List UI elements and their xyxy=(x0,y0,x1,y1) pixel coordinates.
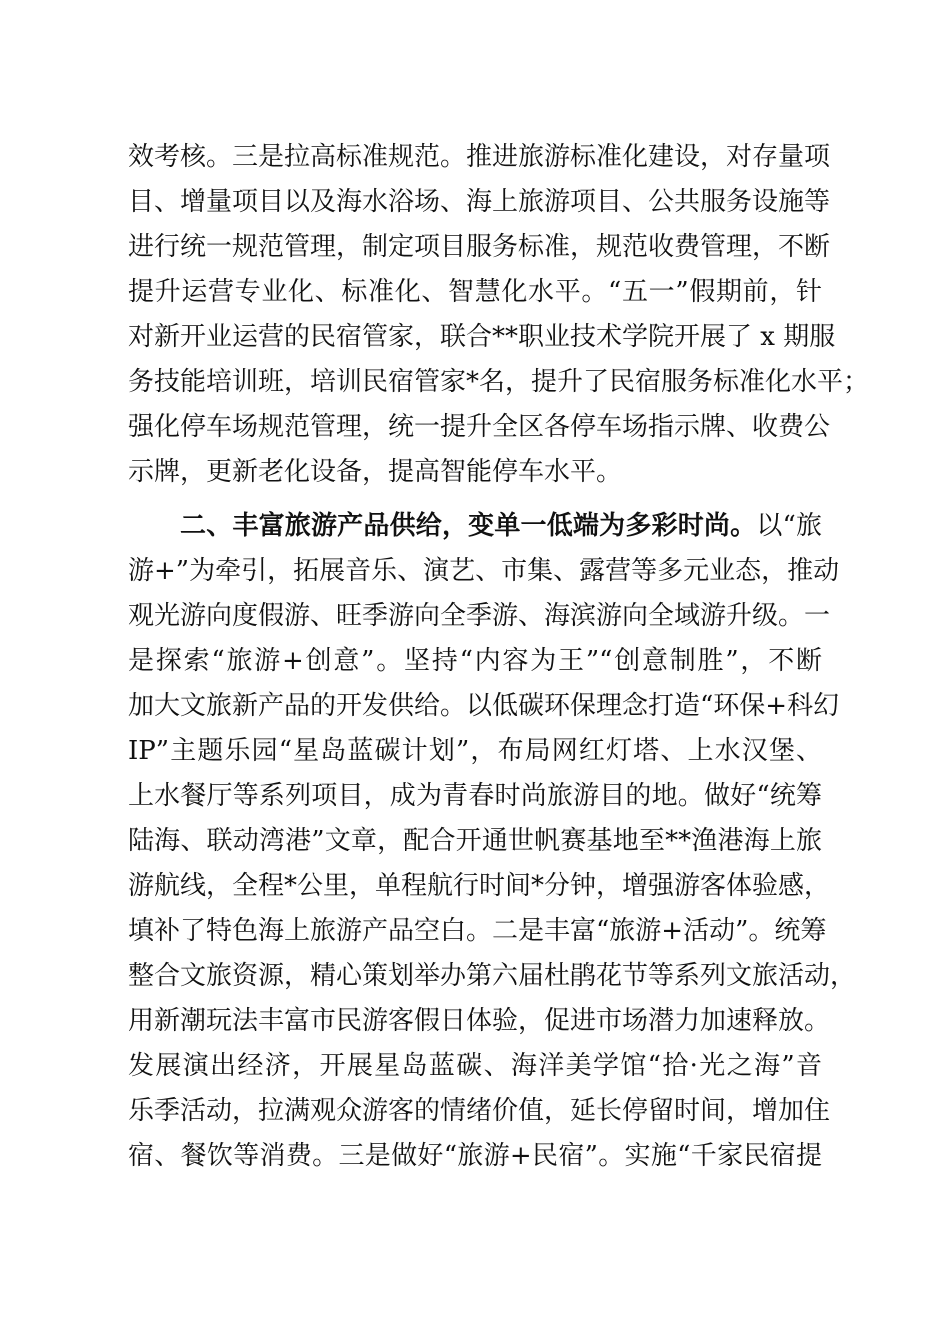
text-line: 宿、餐饮等消费。三是做好“旅游+民宿”。实施“千家民宿提 xyxy=(128,1141,822,1171)
text-line: 用新潮玩法丰富市民游客假日体验，促进市场潜力加速释放。 xyxy=(128,1006,831,1036)
text-line: 陆海、联动湾港”文章，配合开通世帆赛基地至**渔港海上旅 xyxy=(128,826,822,856)
text-line: 提升运营专业化、标准化、智慧化水平。“五一”假期前，针 xyxy=(128,277,822,307)
text-line: 加大文旅新产品的开发供给。以低碳环保理念打造“环保+科幻 xyxy=(128,691,840,721)
paragraph-standards xyxy=(128,135,870,495)
text-line: 对新开业运营的民宿管家，联合**职业技术学院开展了 x 期服 xyxy=(128,322,836,352)
text-line: 游+”为牵引，拓展音乐、演艺、市集、露营等多元业态，推动 xyxy=(128,556,840,586)
section-heading: 二、丰富旅游产品供给，变单一低端为多彩时尚。 xyxy=(180,511,757,541)
text-line: 是探索“旅游+创意”。坚持“内容为王”“创意制胜”，不断 xyxy=(128,646,822,676)
text-line: 游航线，全程*公里，单程航行时间*分钟，增强游客体验感， xyxy=(128,871,831,901)
text-line: 进行统一规范管理，制定项目服务标准，规范收费管理，不断 xyxy=(128,232,831,262)
text-line: 目、增量项目以及海水浴场、海上旅游项目、公共服务设施等 xyxy=(128,187,831,217)
text-line: 发展演出经济，开展星岛蓝碳、海洋美学馆“拾·光之海”音 xyxy=(128,1051,822,1081)
text-line: 上水餐厅等系列项目，成为青春时尚旅游目的地。做好“统筹 xyxy=(128,781,822,811)
paragraph-tourism-products xyxy=(128,504,857,1179)
text-line: 效考核。三是拉高标准规范。推进旅游标准化建设，对存量项 xyxy=(128,142,831,172)
heading-line-rest: 以“旅 xyxy=(756,511,822,541)
text-line: 乐季活动，拉满观众游客的情绪价值，延长停留时间，增加住 xyxy=(128,1096,831,1126)
text-line: 观光游向度假游、旺季游向全季游、海滨游向全域游升级。一 xyxy=(128,601,831,631)
text-line: 强化停车场规范管理，统一提升全区各停车场指示牌、收费公 xyxy=(128,412,831,442)
section-heading-line xyxy=(128,504,822,549)
text-line: 示牌，更新老化设备，提高智能停车水平。 xyxy=(128,457,623,487)
text-line: IP”主题乐园“星岛蓝碳计划”，布局网红灯塔、上水汉堡、 xyxy=(128,736,822,766)
text-line: 务技能培训班，培训民宿管家*名，提升了民宿服务标准化水平； xyxy=(128,367,870,397)
text-line: 整合文旅资源，精心策划举办第六届杜鹃花节等系列文旅活动， xyxy=(128,961,857,991)
text-line: 填补了特色海上旅游产品空白。二是丰富“旅游+活动”。统筹 xyxy=(128,916,827,946)
